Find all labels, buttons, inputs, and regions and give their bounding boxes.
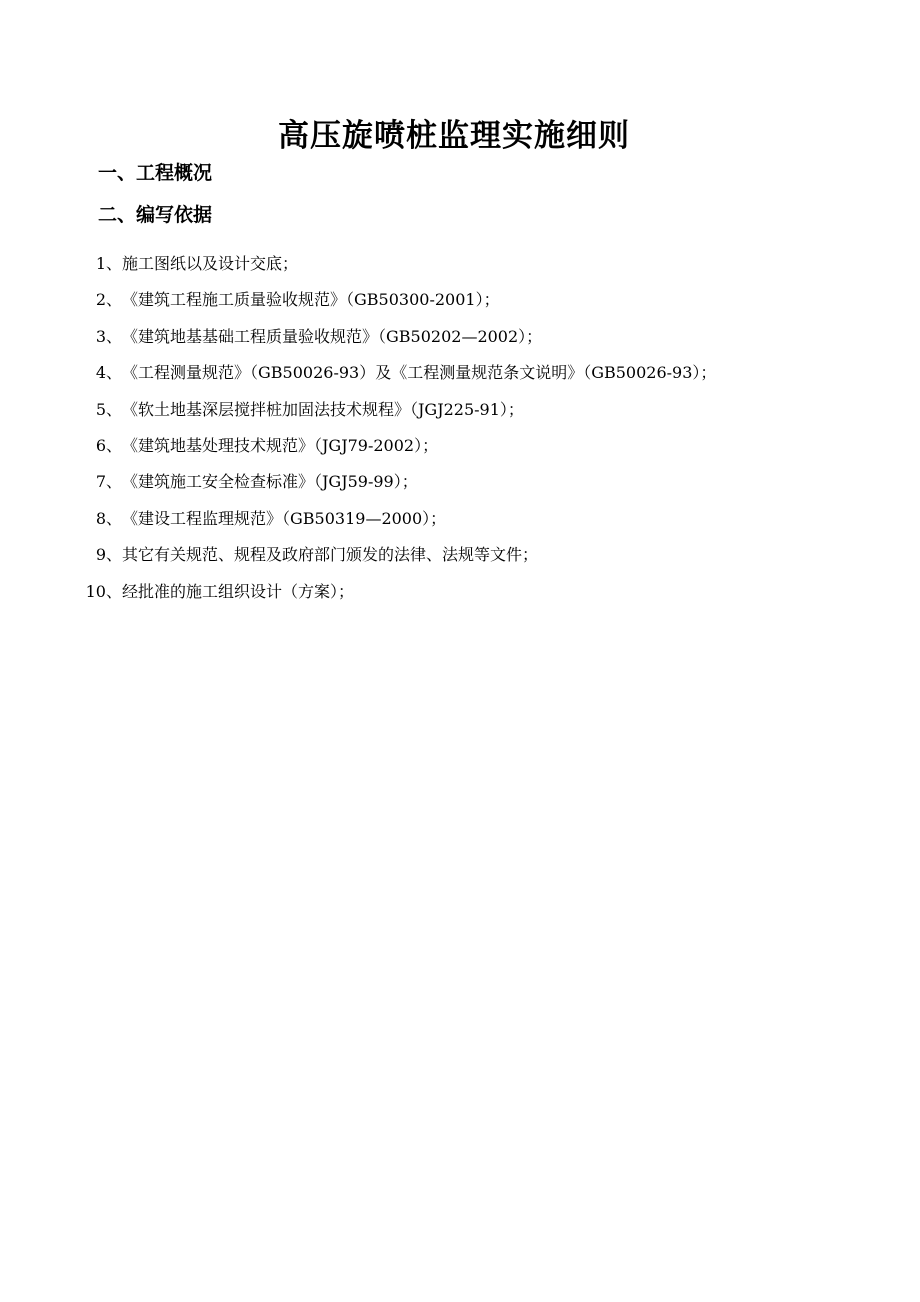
list-item-text: 其它有关规范、规程及政府部门颁发的法律、法规等文件； <box>122 545 539 565</box>
list-item-number: 1、 <box>95 254 122 273</box>
list-item-text: 《工程测量规范》（GB50026-93）及《工程测量规范条文说明》（GB50026-93）； <box>122 363 717 383</box>
reference-list <box>0 246 920 610</box>
list-item-text: 《建设工程监理规范》（GB50319—2000）； <box>122 508 447 528</box>
list-item <box>0 428 920 464</box>
list-item-number: 4、 <box>95 363 122 383</box>
list-item-number: 8、 <box>95 508 122 528</box>
list-item <box>0 282 920 318</box>
list-item-number: 5、 <box>95 399 122 419</box>
list-item-text: 《建筑地基基础工程质量验收规范》（GB50202—2002）； <box>122 326 543 346</box>
section-heading-project-overview: 一、工程概况 <box>98 162 213 184</box>
list-item <box>0 464 920 500</box>
list-item <box>0 574 920 610</box>
list-item <box>0 319 920 355</box>
list-item-text: 施工图纸以及设计交底； <box>122 254 299 273</box>
list-item <box>0 392 920 428</box>
list-item-number: 6、 <box>95 435 122 455</box>
document-title: 高压旋喷桩监理实施细则 <box>278 118 630 154</box>
list-item <box>0 355 920 391</box>
list-item-text: 经批准的施工组织设计（方案）； <box>122 581 355 601</box>
list-item <box>0 501 920 537</box>
list-item-number: 7、 <box>95 472 122 492</box>
list-item-text: 《建筑工程施工质量验收规范》（GB50300-2001）； <box>122 290 500 310</box>
section-heading-basis: 二、编写依据 <box>98 204 213 226</box>
list-item-text: 《软土地基深层搅拌桩加固法技术规程》（JGJ225-91）； <box>122 399 524 419</box>
list-item <box>0 246 920 282</box>
list-item-text: 《建筑地基处理技术规范》（JGJ79-2002）； <box>122 435 439 455</box>
list-item-number: 9、 <box>95 545 122 565</box>
list-item-number: 3、 <box>95 326 122 346</box>
list-item-number: 2、 <box>95 290 122 310</box>
list-item-number: 10、 <box>85 581 122 601</box>
list-item-text: 《建筑施工安全检查标准》（JGJ59-99）； <box>122 472 418 492</box>
list-item <box>0 537 920 573</box>
